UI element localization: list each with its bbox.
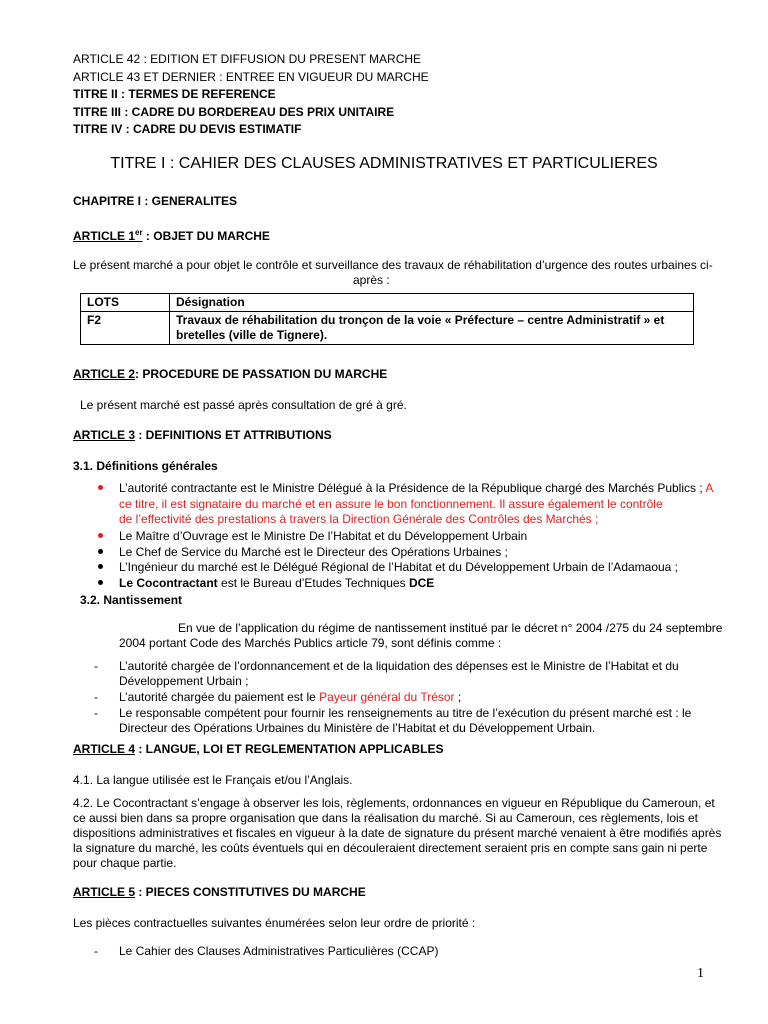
nantissement-line-2: 2004 portant Code des Marchés Publics article 79, sont définis comme : bbox=[119, 636, 502, 650]
dash-1-line-1: L’autorité chargée de l’ordonnancement et de la liquidation des dépenses est le Ministre de l’Habitat et du bbox=[119, 659, 679, 673]
table-row bbox=[81, 312, 694, 345]
bullet-1-line-2: ce titre, il est signataire du marché et en assure le bon fonctionnement. Il assure également le contrôle bbox=[119, 497, 663, 511]
toc-line-5: TITRE IV : CADRE DU DEVIS ESTIMATIF bbox=[73, 122, 302, 136]
bullet-icon bbox=[98, 533, 103, 538]
table-header-designation: Désignation bbox=[170, 294, 694, 312]
table-header-row bbox=[81, 294, 694, 312]
article-4-2-line-2: ce aussi bien dans sa propre organisation que dans la réalisation du marché. Si au Cameroun, ces règlements, lois et bbox=[73, 811, 699, 825]
article-4-heading: ARTICLE 4 : LANGUE, LOI ET REGLEMENTATION APPLICABLES bbox=[73, 742, 444, 756]
page-title: TITRE I : CAHIER DES CLAUSES ADMINISTRATIVES ET PARTICULIERES bbox=[110, 155, 658, 172]
page-number: 1 bbox=[697, 966, 704, 981]
article-5-item-1: Le Cahier des Clauses Administratives Particulières (CCAP) bbox=[119, 944, 439, 958]
article-2-heading: ARTICLE 2: PROCEDURE DE PASSATION DU MARCHE bbox=[73, 367, 388, 381]
bullet-icon bbox=[98, 549, 103, 554]
bullet-1-line-1: L’autorité contractante est le Ministre Délégué à la Présidence de la République chargé des Marchés Publics ; A bbox=[119, 481, 714, 495]
section-3-2-heading: 3.2. Nantissement bbox=[80, 593, 183, 607]
article-4-2-line-4: la signature du marché, les coûts éventuels qui en découleraient directement seraient pris en compte sans gain ni perte bbox=[73, 841, 708, 855]
article-4-2-line-5: pour chaque partie. bbox=[73, 856, 177, 870]
dash-marker: - bbox=[94, 944, 98, 958]
dash-marker: - bbox=[94, 706, 98, 720]
bullet-5: Le Cocontractant est le Bureau d’Etudes Techniques DCE bbox=[119, 576, 435, 590]
article-4-1: 4.1. La langue utilisée est le Français et/ou l’Anglais. bbox=[73, 773, 353, 787]
bullet-icon bbox=[98, 580, 103, 585]
dash-2: L’autorité chargée du paiement est le Payeur général du Trésor ; bbox=[119, 690, 462, 704]
bullet-3: Le Chef de Service du Marché est le Directeur des Opérations Urbaines ; bbox=[119, 545, 508, 559]
nantissement-line-1: En vue de l’application du régime de nantissement institué par le décret n° 2004 /275 du 24 septembre bbox=[178, 621, 723, 635]
dash-3-line-1: Le responsable compétent pour fournir les renseignements au titre de l’exécution du présent marché est : le bbox=[119, 706, 692, 720]
bullet-icon bbox=[98, 485, 103, 490]
bullet-1-line-3: de l’effectivité des prestations à travers la Direction Générale des Contrôles des Marchés ; bbox=[119, 512, 599, 526]
table-cell-lot: F2 bbox=[81, 312, 170, 345]
toc-line-4: TITRE III : CADRE DU BORDEREAU DES PRIX UNITAIRE bbox=[73, 105, 395, 119]
article-2-para: Le présent marché est passé après consultation de gré à gré. bbox=[80, 398, 407, 412]
table-header-lots: LOTS bbox=[81, 294, 170, 312]
article-4-2-line-3: dispositions administratives et fiscales en vigueur à la date de signature du présent marché venaient à être modifiés après bbox=[73, 826, 722, 840]
bullet-4: L’Ingénieur du marché est le Délégué Régional de l’Habitat et du Développement Urbain de l’Adamaoua ; bbox=[119, 560, 679, 574]
dash-marker: - bbox=[94, 659, 98, 673]
table-cell-designation: Travaux de réhabilitation du tronçon de la voie « Préfecture – centre Administratif » et bretelles (ville de Tignere). bbox=[170, 312, 694, 345]
section-3-1-heading: 3.1. Définitions générales bbox=[73, 459, 218, 473]
article-4-2-line-1: 4.2. Le Cocontractant s’engage à observer les lois, règlements, ordonnances en vigueur en République du Cameroun, et bbox=[73, 796, 715, 810]
dash-1-line-2: Développement Urbain ; bbox=[119, 674, 249, 688]
lots-table bbox=[80, 293, 694, 345]
article-1-heading: ARTICLE 1er : OBJET DU MARCHE bbox=[73, 228, 270, 243]
toc-line-2: ARTICLE 43 ET DERNIER : ENTREE EN VIGUEUR DU MARCHE bbox=[73, 70, 429, 84]
article-5-para: Les pièces contractuelles suivantes énumérées selon leur ordre de priorité : bbox=[73, 916, 476, 930]
chapter-heading: CHAPITRE I : GENERALITES bbox=[73, 194, 238, 208]
article-5-heading: ARTICLE 5 : PIECES CONSTITUTIVES DU MARCHE bbox=[73, 885, 366, 899]
toc-line-3: TITRE II : TERMES DE REFERENCE bbox=[73, 87, 276, 101]
dash-3-line-2: Directeur des Opérations Urbaines du Ministère de l’Habitat et du Développement Urbain. bbox=[119, 721, 596, 735]
bullet-2: Le Maître d’Ouvrage est le Ministre De l’Habitat et du Développement Urbain bbox=[119, 529, 528, 543]
toc-line-1: ARTICLE 42 : EDITION ET DIFFUSION DU PRESENT MARCHE bbox=[73, 52, 422, 66]
article-1-para-line-2: après : bbox=[353, 273, 390, 287]
dash-marker: - bbox=[94, 690, 98, 704]
bullet-icon bbox=[98, 564, 103, 569]
article-1-label: ARTICLE 1er bbox=[73, 228, 143, 243]
article-1-para-line-1: Le présent marché a pour objet le contrôle et surveillance des travaux de réhabilitation d’urgence des routes urbaines ci- bbox=[73, 258, 713, 272]
article-3-heading: ARTICLE 3 : DEFINITIONS ET ATTRIBUTIONS bbox=[73, 428, 332, 442]
